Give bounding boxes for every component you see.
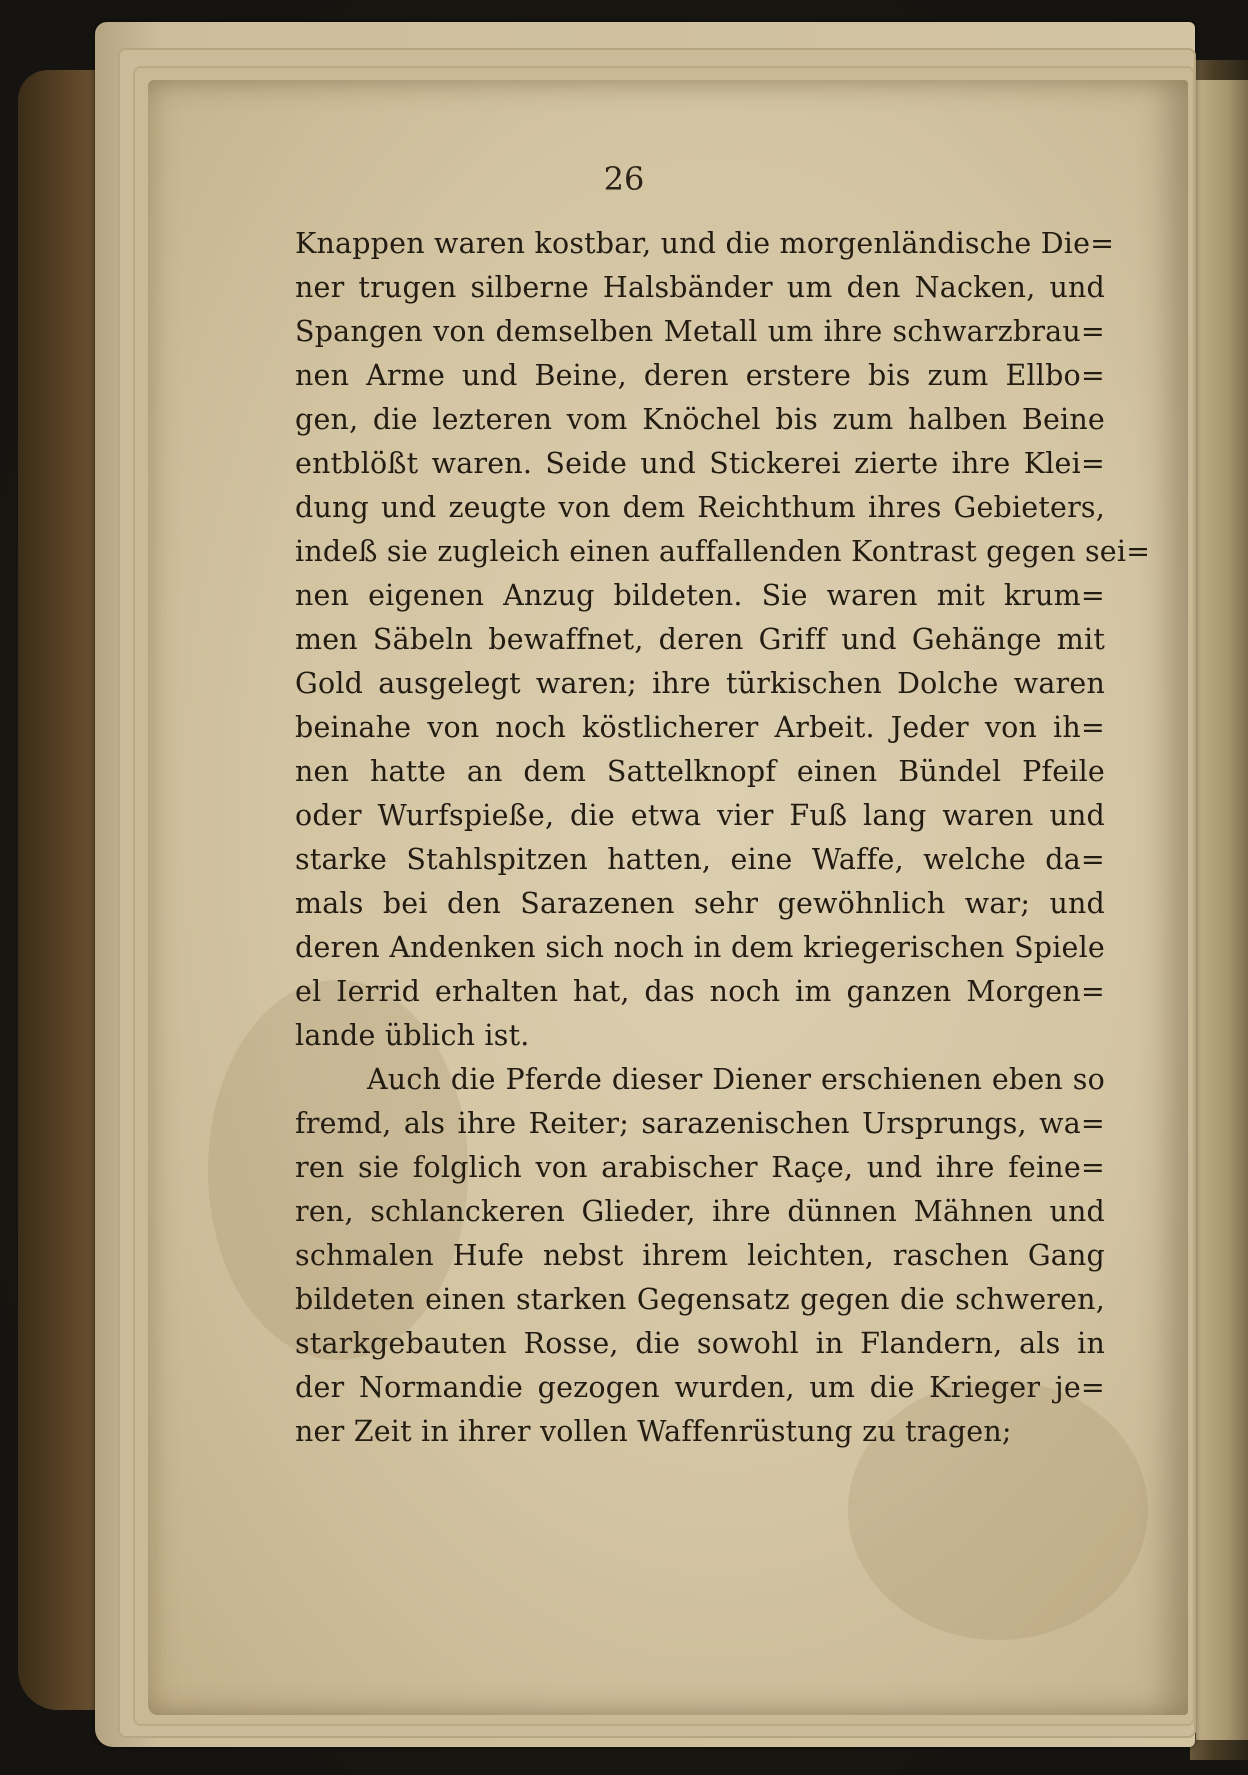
text-line: schmalen Hufe nebst ihrem leichten, raschen Gang (295, 1239, 1105, 1272)
body-text (295, 222, 1151, 1454)
text-line: Spangen von demselben Metall um ihre schwarzbrau= (295, 315, 1105, 348)
text-line: ner Zeit in ihrer vollen Waffenrüstung zu tragen; (295, 1415, 1012, 1448)
text-line: entblößt waren. Seide und Stickerei zierte ihre Klei= (295, 447, 1105, 480)
text-line: indeß sie zugleich einen auffallenden Kontrast gegen sei= (295, 535, 1151, 568)
text-line: Knappen waren kostbar, und die morgenländische Die= (295, 227, 1115, 260)
text-line: men Säbeln bewaffnet, deren Griff und Gehänge mit (295, 623, 1105, 656)
text-line: oder Wurfspieße, die etwa vier Fuß lang waren und (295, 799, 1105, 832)
facing-page-edge (1196, 80, 1248, 1740)
text-line: ren sie folglich von arabischer Raçe, und ihre feine= (295, 1151, 1105, 1184)
page-number: 26 (603, 160, 645, 198)
text-line: lande üblich ist. (295, 1019, 530, 1052)
text-line: ren, schlanckeren Glieder, ihre dünnen Mähnen und (295, 1195, 1105, 1228)
text-line: Gold ausgelegt waren; ihre türkischen Dolche waren (295, 667, 1105, 700)
text-line: fremd, als ihre Reiter; sarazenischen Ursprungs, wa= (295, 1107, 1105, 1140)
text-line: der Normandie gezogen wurden, um die Krieger je= (295, 1371, 1105, 1404)
text-line: bildeten einen starken Gegensatz gegen die schweren, (295, 1283, 1105, 1316)
text-line: deren Andenken sich noch in dem kriegerischen Spiele (295, 931, 1105, 964)
text-line: starke Stahlspitzen hatten, eine Waffe, welche da= (295, 843, 1105, 876)
text-line: ner trugen silberne Halsbänder um den Nacken, und (295, 271, 1105, 304)
text-line: nen eigenen Anzug bildeten. Sie waren mit krum= (295, 579, 1105, 612)
text-line: starkgebauten Rosse, die sowohl in Flandern, als in (295, 1327, 1105, 1360)
text-line: el Ierrid erhalten hat, das noch im ganzen Morgen= (295, 975, 1105, 1008)
text-line: beinahe von noch köstlicherer Arbeit. Jeder von ih= (295, 711, 1105, 744)
text-line: mals bei den Sarazenen sehr gewöhnlich war; und (295, 887, 1105, 920)
text-line: nen Arme und Beine, deren erstere bis zum Ellbo= (295, 359, 1105, 392)
text-line: gen, die lezteren vom Knöchel bis zum halben Beine (295, 403, 1105, 436)
text-line: dung und zeugte von dem Reichthum ihres Gebieters, (295, 491, 1105, 524)
text-line: Auch die Pferde dieser Diener erschienen eben so (367, 1063, 1105, 1096)
text-line: nen hatte an dem Sattelknopf einen Bündel Pfeile (295, 755, 1105, 788)
